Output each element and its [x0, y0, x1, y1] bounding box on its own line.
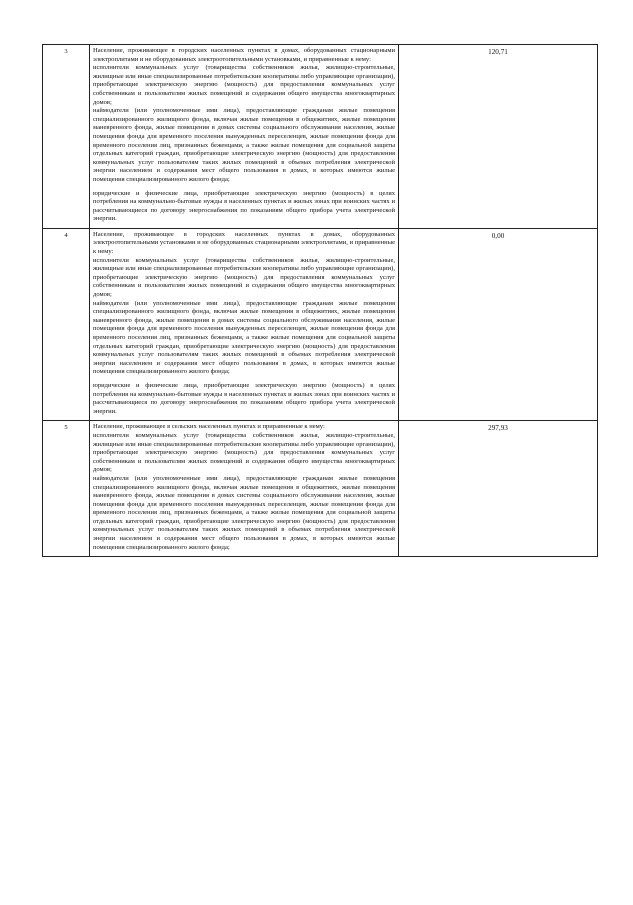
description-paragraph: исполнители коммунальных услуг (товарищества собственников жилья, жилищно-строительные, жилищные или иные специализированные потребительские кооперативы либо управляющие организации), приобретающие электрическую энергию (мощность) для предоставления коммунальных услуг собственникам и пользователям жилых помещений и содержания общего имущества многоквартирных домов; — [93, 256, 395, 299]
row-number: 4 — [43, 228, 90, 420]
tariff-value: 120,71 — [399, 45, 598, 229]
row-number: 5 — [43, 421, 90, 557]
description-paragraph: Население, проживающее в сельских населенных пунктах и приравненные к нему: — [93, 423, 325, 431]
tariff-value: 297,93 — [399, 421, 598, 557]
table-row — [43, 421, 598, 557]
row-description — [90, 228, 399, 420]
description-paragraph: наймодатели (или уполномоченные ими лица), предоставляющие гражданам жилые помещения специализированного жилищного фонда, включая жилые помещения в общежитиях, жилые помещения маневренного фонда, жилые помещения в домах системы социального обслуживания населения, жилые помещения фонда для временного поселения вынужденных переселенцев, жилые помещения фонда для временного поселения лиц, признанных беженцами, а также жилые помещения для социальной защиты отдельных категорий граждан, приобретающие электрическую энергию (мощность) для предоставления коммунальных услуг пользователям таких жилых помещений в объемах потребления электрической энергии населением и содержания мест общего пользования в домах, в которых имеются жилые помещения специализированного жилого фонда; — [93, 474, 395, 551]
description-paragraph: исполнители коммунальных услуг (товарищества собственников жилья, жилищно-строительные, жилищные или иные специализированные потребительские кооперативы либо управляющие организации), приобретающие электрическую энергию (мощность) для предоставления коммунальных услуг собственникам и пользователям жилых помещений и содержания общего имущества многоквартирных домов; — [93, 64, 395, 106]
description-paragraph: юридические и физические лица, приобретающие электрическую энергию (мощность) в целях потребления на коммунально-бытовые нужды в населенных пунктах и жилых зонах при воинских частях и рассчитывающиеся по договору энергоснабжения по показаниям общего прибора учета электрической энергии. — [93, 381, 395, 415]
description-paragraph: Население, проживающее в городских населенных пунктах в домах, оборудованных электроотопительными установками и не оборудованных стационарными электроплитами, и приравненные к нему: — [93, 230, 395, 256]
row-description — [90, 421, 399, 557]
description-paragraph: Население, проживающее в городских населенных пунктах в домах, оборудованных стационарными электроплитами и не оборудованных электроотопительными установками, и приравненные к нему: — [93, 47, 395, 63]
tariff-table — [42, 44, 598, 557]
row-description — [90, 45, 399, 229]
description-paragraph: наймодатели (или уполномоченные ими лица), предоставляющие гражданам жилые помещения специализированного жилищного фонда, включая жилые помещения в общежитиях, жилые помещения маневренного фонда, жилые помещения в домах системы социального обслуживания населения, жилые помещения фонда для временного поселения вынужденных переселенцев, жилые помещения фонда для временного поселения лиц, признанных беженцами, а также жилые помещения для социальной защиты отдельных категорий граждан, приобретающие электрическую энергию (мощность) для предоставления коммунальных услуг пользователям таких жилых помещений в объемах потребления электрической энергии населением и содержания мест общего пользования в домах, в которых имеются жилые помещения специализированного жилого фонда; — [93, 107, 395, 183]
row-number: 3 — [43, 45, 90, 229]
description-paragraph: исполнители коммунальных услуг (товарищества собственников жилья, жилищно-строительные, жилищные или иные специализированные потребительские кооперативы либо управляющие организации), приобретающие электрическую энергию (мощность) для предоставления коммунальных услуг собственникам и пользователям жилых помещений и содержания общего имущества многоквартирных домов; — [93, 431, 395, 474]
table-row — [43, 45, 598, 229]
tariff-value: 0,00 — [399, 228, 598, 420]
description-paragraph: юридические и физические лица, приобретающие электрическую энергию (мощность) в целях потребления на коммунально-бытовые нужды в населенных пунктах и жилых зонах при воинских частях и рассчитывающиеся по договору энергоснабжения по показаниям общего прибора учета электрической энергии. — [93, 189, 395, 223]
table-row — [43, 228, 598, 420]
description-paragraph: наймодатели (или уполномоченные ими лица), предоставляющие гражданам жилые помещения специализированного жилищного фонда, включая жилые помещения в общежитиях, жилые помещения маневренного фонда, жилые помещения в домах системы социального обслуживания населения, жилые помещения фонда для временного поселения вынужденных переселенцев, жилые помещения фонда для временного поселения лиц, признанных беженцами, а также жилые помещения для социальной защиты отдельных категорий граждан, приобретающие электрическую энергию (мощность) для предоставления коммунальных услуг пользователям таких жилых помещений в объемах потребления электрической энергии населением и содержания мест общего пользования в домах, в которых имеются жилые помещения специализированного жилого фонда; — [93, 299, 395, 376]
